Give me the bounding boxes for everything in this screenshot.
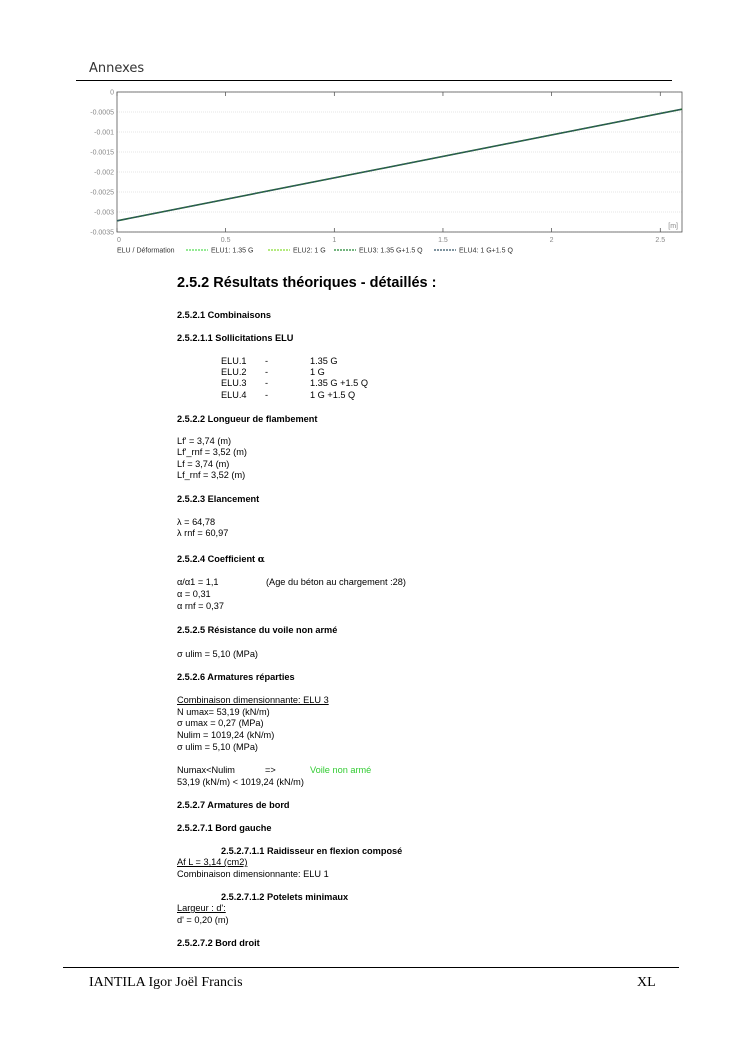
flambement-line: Lf' = 3,74 (m) <box>177 436 232 446</box>
compare-arrow: => <box>265 765 276 775</box>
section-2-5-2-2-title: 2.5.2.2 Longueur de flambement <box>177 414 318 424</box>
footer-page-number: XL <box>637 975 656 990</box>
y-tick-label: 0 <box>110 89 114 97</box>
coef-note: (Age du béton au chargement :28) <box>266 577 406 587</box>
elu-name: ELU.4 <box>221 390 247 400</box>
x-tick-label: 0.5 <box>220 237 231 244</box>
x-tick-label: 2 <box>549 237 554 244</box>
x-unit-label: [m] <box>668 223 678 230</box>
chart-series <box>117 109 682 221</box>
section-2-5-2-7-2-title: 2.5.2.7.2 Bord droit <box>177 938 260 948</box>
header-title: Annexes <box>89 61 145 76</box>
x-tick-label: 0 <box>117 237 121 244</box>
flambement-line: Lf_rnf = 3,52 (m) <box>177 470 246 480</box>
section-2-5-2-7-title: 2.5.2.7 Armatures de bord <box>177 800 290 810</box>
flambement-line: Lf = 3,74 (m) <box>177 459 230 469</box>
elu-value: 1 G +1.5 Q <box>310 390 356 400</box>
section-2-5-2-7-1-2-title: 2.5.2.7.1.2 Potelets minimaux <box>221 892 349 902</box>
x-tick-label: 2.5 <box>655 237 666 244</box>
compare-values: 53,19 (kN/m) < 1019,24 (kN/m) <box>177 777 304 787</box>
section-2-5-2-6-title: 2.5.2.6 Armatures réparties <box>177 672 295 682</box>
armature-line: σ umax = 0,27 (MPa) <box>177 718 264 728</box>
y-tick-label: -0.003 <box>94 209 114 217</box>
elancement-line: λ = 64,78 <box>177 517 216 527</box>
legend-title: ELU / Déformation <box>117 247 175 255</box>
elu-dash: - <box>265 390 269 400</box>
x-tick-label: 1.5 <box>438 237 448 244</box>
coef-line: α = 0,31 <box>177 589 211 599</box>
y-tick-label: -0.0015 <box>90 149 114 157</box>
chart-grid <box>117 92 682 232</box>
armature-line: Nulim = 1019,24 (kN/m) <box>177 730 275 740</box>
combinaison-dimensionnante: Combinaison dimensionnante: ELU 3 <box>177 695 329 705</box>
section-2-5-2-5-title: 2.5.2.5 Résistance du voile non armé <box>177 625 338 635</box>
resistance-line: σ ulim = 5,10 (MPa) <box>177 649 258 659</box>
legend-entry: ELU4: 1 G+1.5 Q <box>459 247 513 255</box>
elu-name: ELU.2 <box>221 367 247 377</box>
flambement-line: Lf'_rnf = 3,52 (m) <box>177 447 247 457</box>
section-2-5-2-1-1-title: 2.5.2.1.1 Sollicitations ELU <box>177 333 294 343</box>
elu-dash: - <box>265 378 269 388</box>
armature-line: σ ulim = 5,10 (MPa) <box>177 742 258 752</box>
d-value: d' = 0,20 (m) <box>177 915 229 925</box>
section-2-5-2-4-title <box>177 554 265 566</box>
legend-entry: ELU1: 1.35 G <box>211 247 254 255</box>
elancement-line: λ rnf = 60,97 <box>177 528 229 538</box>
elu-dash: - <box>265 367 269 377</box>
compare-result: Voile non armé <box>310 765 372 775</box>
elu-name: ELU.3 <box>221 378 247 388</box>
section-2-5-2-4-text: 2.5.2.4 Coefficient <box>177 554 256 564</box>
af-combinaison: Combinaison dimensionnante: ELU 1 <box>177 869 329 879</box>
coef-line: α rnf = 0,37 <box>177 601 224 611</box>
section-2-5-2-7-1-title: 2.5.2.7.1 Bord gauche <box>177 823 272 833</box>
elu-value: 1 G <box>310 367 325 377</box>
legend-entry: ELU3: 1.35 G+1.5 Q <box>359 247 423 255</box>
y-tick-label: -0.0035 <box>90 229 114 237</box>
footer-rule <box>63 967 679 968</box>
chart-axes <box>90 90 682 245</box>
armature-line: N umax= 53,19 (kN/m) <box>177 707 270 717</box>
plot-frame <box>117 92 682 232</box>
elu-value: 1.35 G <box>310 356 338 366</box>
y-tick-label: -0.0005 <box>90 109 114 117</box>
header-rule <box>76 80 672 81</box>
elu-name: ELU.1 <box>221 356 247 366</box>
footer-author: IANTILA Igor Joël Francis <box>89 975 243 990</box>
largeur-label: Largeur : d': <box>177 903 226 913</box>
y-tick-label: -0.002 <box>94 169 114 177</box>
y-tick-label: -0.0025 <box>90 189 114 197</box>
section-2-5-2-title: 2.5.2 Résultats théoriques - détaillés : <box>177 275 437 291</box>
elu-dash: - <box>265 356 269 366</box>
section-2-5-2-7-1-1-title: 2.5.2.7.1.1 Raidisseur en flexion composé <box>221 846 403 856</box>
chart-legend <box>117 248 513 255</box>
legend-entry: ELU2: 1 G <box>293 247 326 255</box>
section-2-5-2-1-title: 2.5.2.1 Combinaisons <box>177 310 271 320</box>
alpha-symbol: α <box>257 554 265 565</box>
y-tick-label: -0.001 <box>94 129 114 137</box>
section-2-5-2-3-title: 2.5.2.3 Elancement <box>177 494 260 504</box>
compare-left: Numax<Nulim <box>177 765 235 775</box>
deformation-chart <box>0 84 745 259</box>
x-tick-label: 1 <box>332 237 337 244</box>
coef-line: α/α1 = 1,1 <box>177 577 219 587</box>
af-value: Af L = 3,14 (cm2) <box>177 857 248 867</box>
elu-value: 1.35 G +1.5 Q <box>310 378 368 388</box>
